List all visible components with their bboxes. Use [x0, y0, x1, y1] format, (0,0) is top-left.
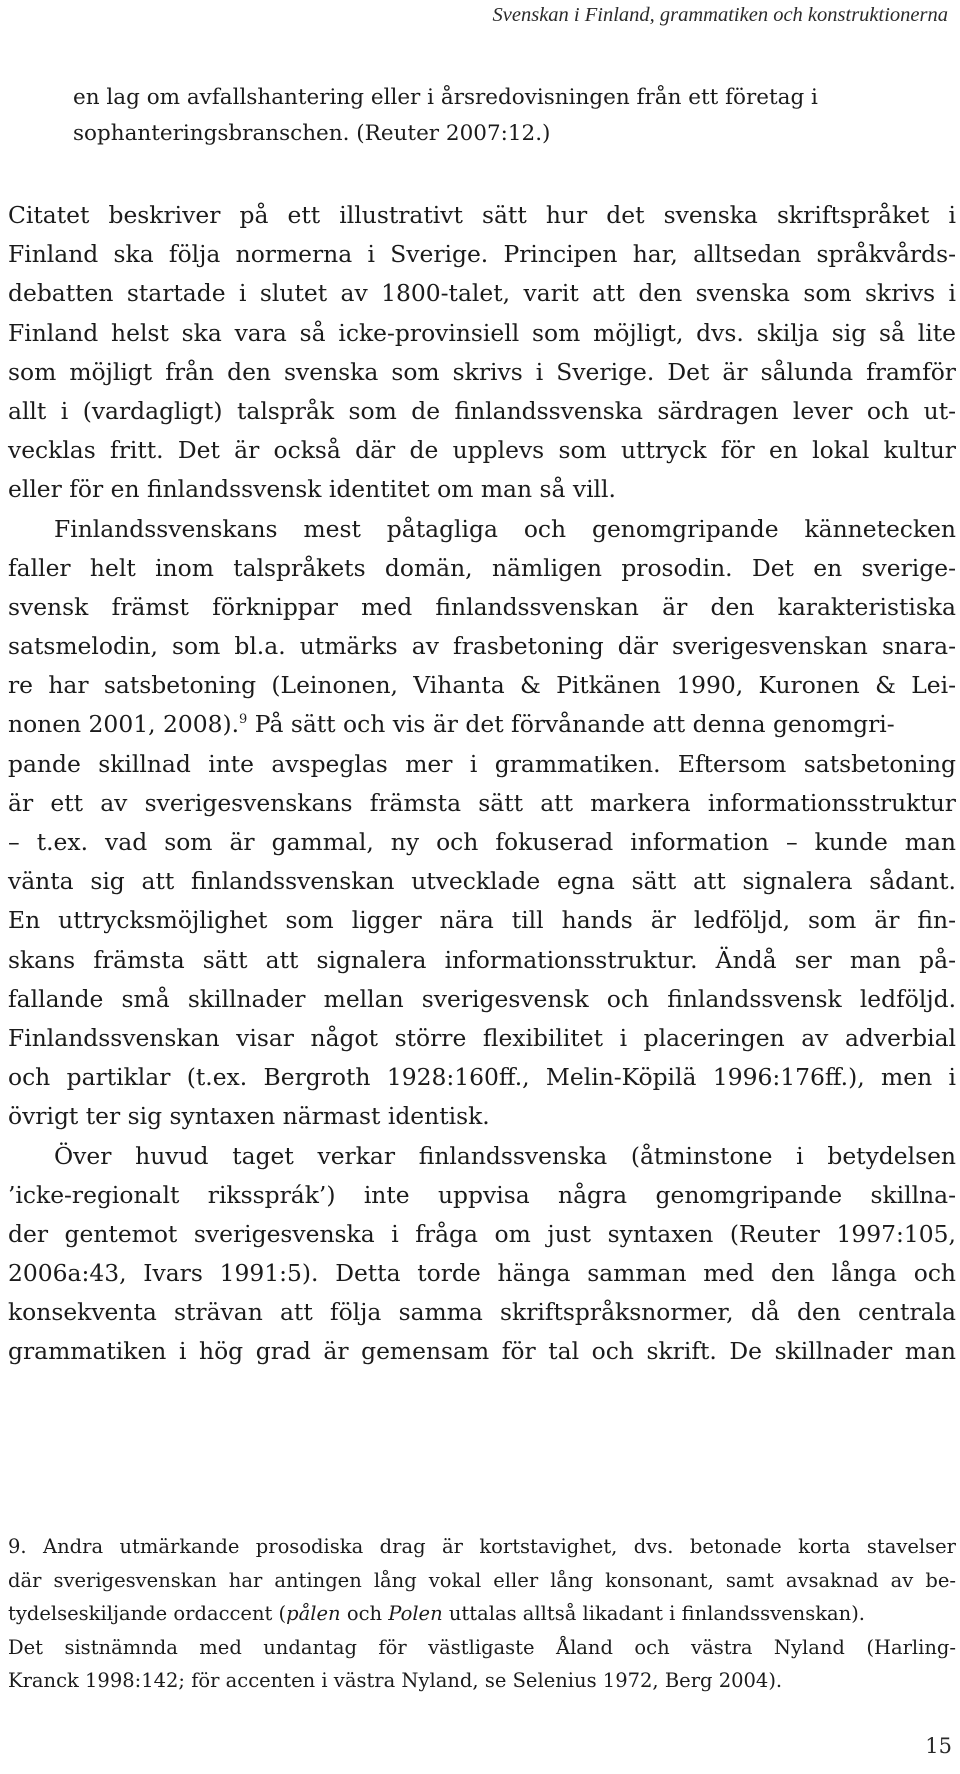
body-line: svensk främst förknippar med finlandssvenskan är den karakteristiska: [8, 592, 956, 621]
body-line: fallande små skillnader mellan sverigesvensk och finlandssvensk ledföljd.: [8, 984, 956, 1013]
body-line: grammatiken i hög grad är gemensam för tal och skrift. De skillnader man: [8, 1337, 956, 1366]
footnote-line: där sverigesvenskan har antingen lång vokal eller lång konsonant, samt avsaknad av be-: [8, 1568, 956, 1592]
body-line: re har satsbetoning (Leinonen, Vihanta & Pitkänen 1990, Kuronen & Lei-: [8, 671, 956, 700]
body-line: skans främsta sätt att signalera informationsstruktur. Ändå ser man på-: [8, 945, 956, 974]
quote-line: sophanteringsbranschen. (Reuter 2007:12.): [73, 121, 551, 146]
footnote-italic-term: Polen: [388, 1602, 443, 1625]
body-line: faller helt inom talspråkets domän, nämligen prosodin. Det en sverige-: [8, 553, 956, 582]
body-line: satsmelodin, som bl.a. utmärks av frasbetoning där sverigesvenskan snara-: [8, 632, 956, 661]
body-line: 2006a:43, Ivars 1991:5). Detta torde hänga samman med den långa och: [8, 1259, 956, 1288]
body-line: En uttrycksmöjlighet som ligger nära till hands är ledföljd, som är fin-: [8, 906, 956, 935]
quote-line: en lag om avfallshantering eller i årsredovisningen från ett företag i: [73, 85, 818, 110]
footnote-line: Kranck 1998:142; för accenten i västra Nyland, se Selenius 1972, Berg 2004).: [8, 1669, 783, 1692]
body-line: och partiklar (t.ex. Bergroth 1928:160ff., Melin-Köpilä 1996:176ff.), men i: [8, 1063, 956, 1092]
body-line: debatten startade i slutet av 1800-talet, varit att den svenska som skrivs i: [8, 279, 956, 308]
body-line: Finlandssvenskan visar något större flexibilitet i placeringen av adverbial: [8, 1023, 956, 1052]
footnote-line: Det sistnämnda med undantag för västligaste Åland och västra Nyland (Harling-: [8, 1635, 956, 1659]
body-line: konsekventa strävan att följa samma skriftspråksnormer, då den centrala: [8, 1298, 956, 1327]
body-line: der gentemot sverigesvenska i fråga om just syntaxen (Reuter 1997:105,: [8, 1219, 956, 1248]
footnotes: [8, 1530, 956, 1698]
body-line: – t.ex. vad som är gammal, ny och fokuserad information – kunde man: [8, 828, 956, 857]
footnote-italic-term: pålen: [286, 1602, 341, 1625]
body-line: Citatet beskriver på ett illustrativt sätt hur det svenska skriftspråket i: [8, 201, 956, 229]
body-line: som möjligt från den svenska som skrivs i Sverige. Det är sålunda framför: [8, 357, 956, 386]
block-quote: [73, 80, 913, 152]
footnote-segment: tydelseskiljande ordaccent (: [8, 1602, 287, 1625]
body-line: allt i (vardagligt) talspråk som de finlandssvenska särdragen lever och ut-: [8, 396, 956, 425]
body-text: [8, 196, 956, 1372]
body-line: vänta sig att finlandssvenskan utvecklade egna sätt att signalera sådant.: [8, 867, 956, 896]
footnote-line: 9. Andra utmärkande prosodiska drag är kortstavighet, dvs. betonade korta stavelser: [8, 1535, 956, 1558]
body-line: Finland helst ska vara så icke-provinsiell som möjligt, dvs. skilja sig så lite: [8, 318, 956, 347]
body-line: ’icke-regionalt rikssprák’) inte uppvisa några genomgripande skillna-: [8, 1180, 956, 1209]
page-number: 15: [925, 1734, 952, 1758]
footnote-reference[interactable]: 9: [239, 712, 248, 728]
body-line: vecklas fritt. Det är också där de upplevs som uttryck för en lokal kultur: [8, 436, 956, 465]
body-line: övrigt ter sig syntaxen närmast identisk.: [8, 1102, 490, 1131]
body-line: Finlandssvenskans mest påtagliga och genomgripande kännetecken: [54, 514, 956, 543]
body-line: eller för en finlandssvensk identitet om man så vill.: [8, 475, 616, 504]
body-line-segment: nonen 2001, 2008).: [8, 710, 240, 739]
body-line: Över huvud taget verkar finlandssvenska (åtminstone i betydelsen: [54, 1141, 956, 1170]
body-line: [8, 705, 956, 744]
body-line: pande skillnad inte avspeglas mer i grammatiken. Eftersom satsbetoning: [8, 749, 956, 778]
footnote-segment: uttalas alltså likadant i finlandssvenskan).: [442, 1602, 866, 1625]
body-line-segment: På sätt och vis är det förvånande att denna genomgri-: [247, 710, 895, 739]
body-line: Finland ska följa normerna i Sverige. Principen har, alltsedan språkvårds-: [8, 240, 956, 269]
footnote-line: [8, 1597, 956, 1631]
body-line: är ett av sverigesvenskans främsta sätt att markera informationsstruktur: [8, 788, 956, 817]
running-head: Svenskan i Finland, grammatiken och konstruktionerna: [492, 4, 948, 26]
footnote-segment: och: [340, 1602, 389, 1625]
